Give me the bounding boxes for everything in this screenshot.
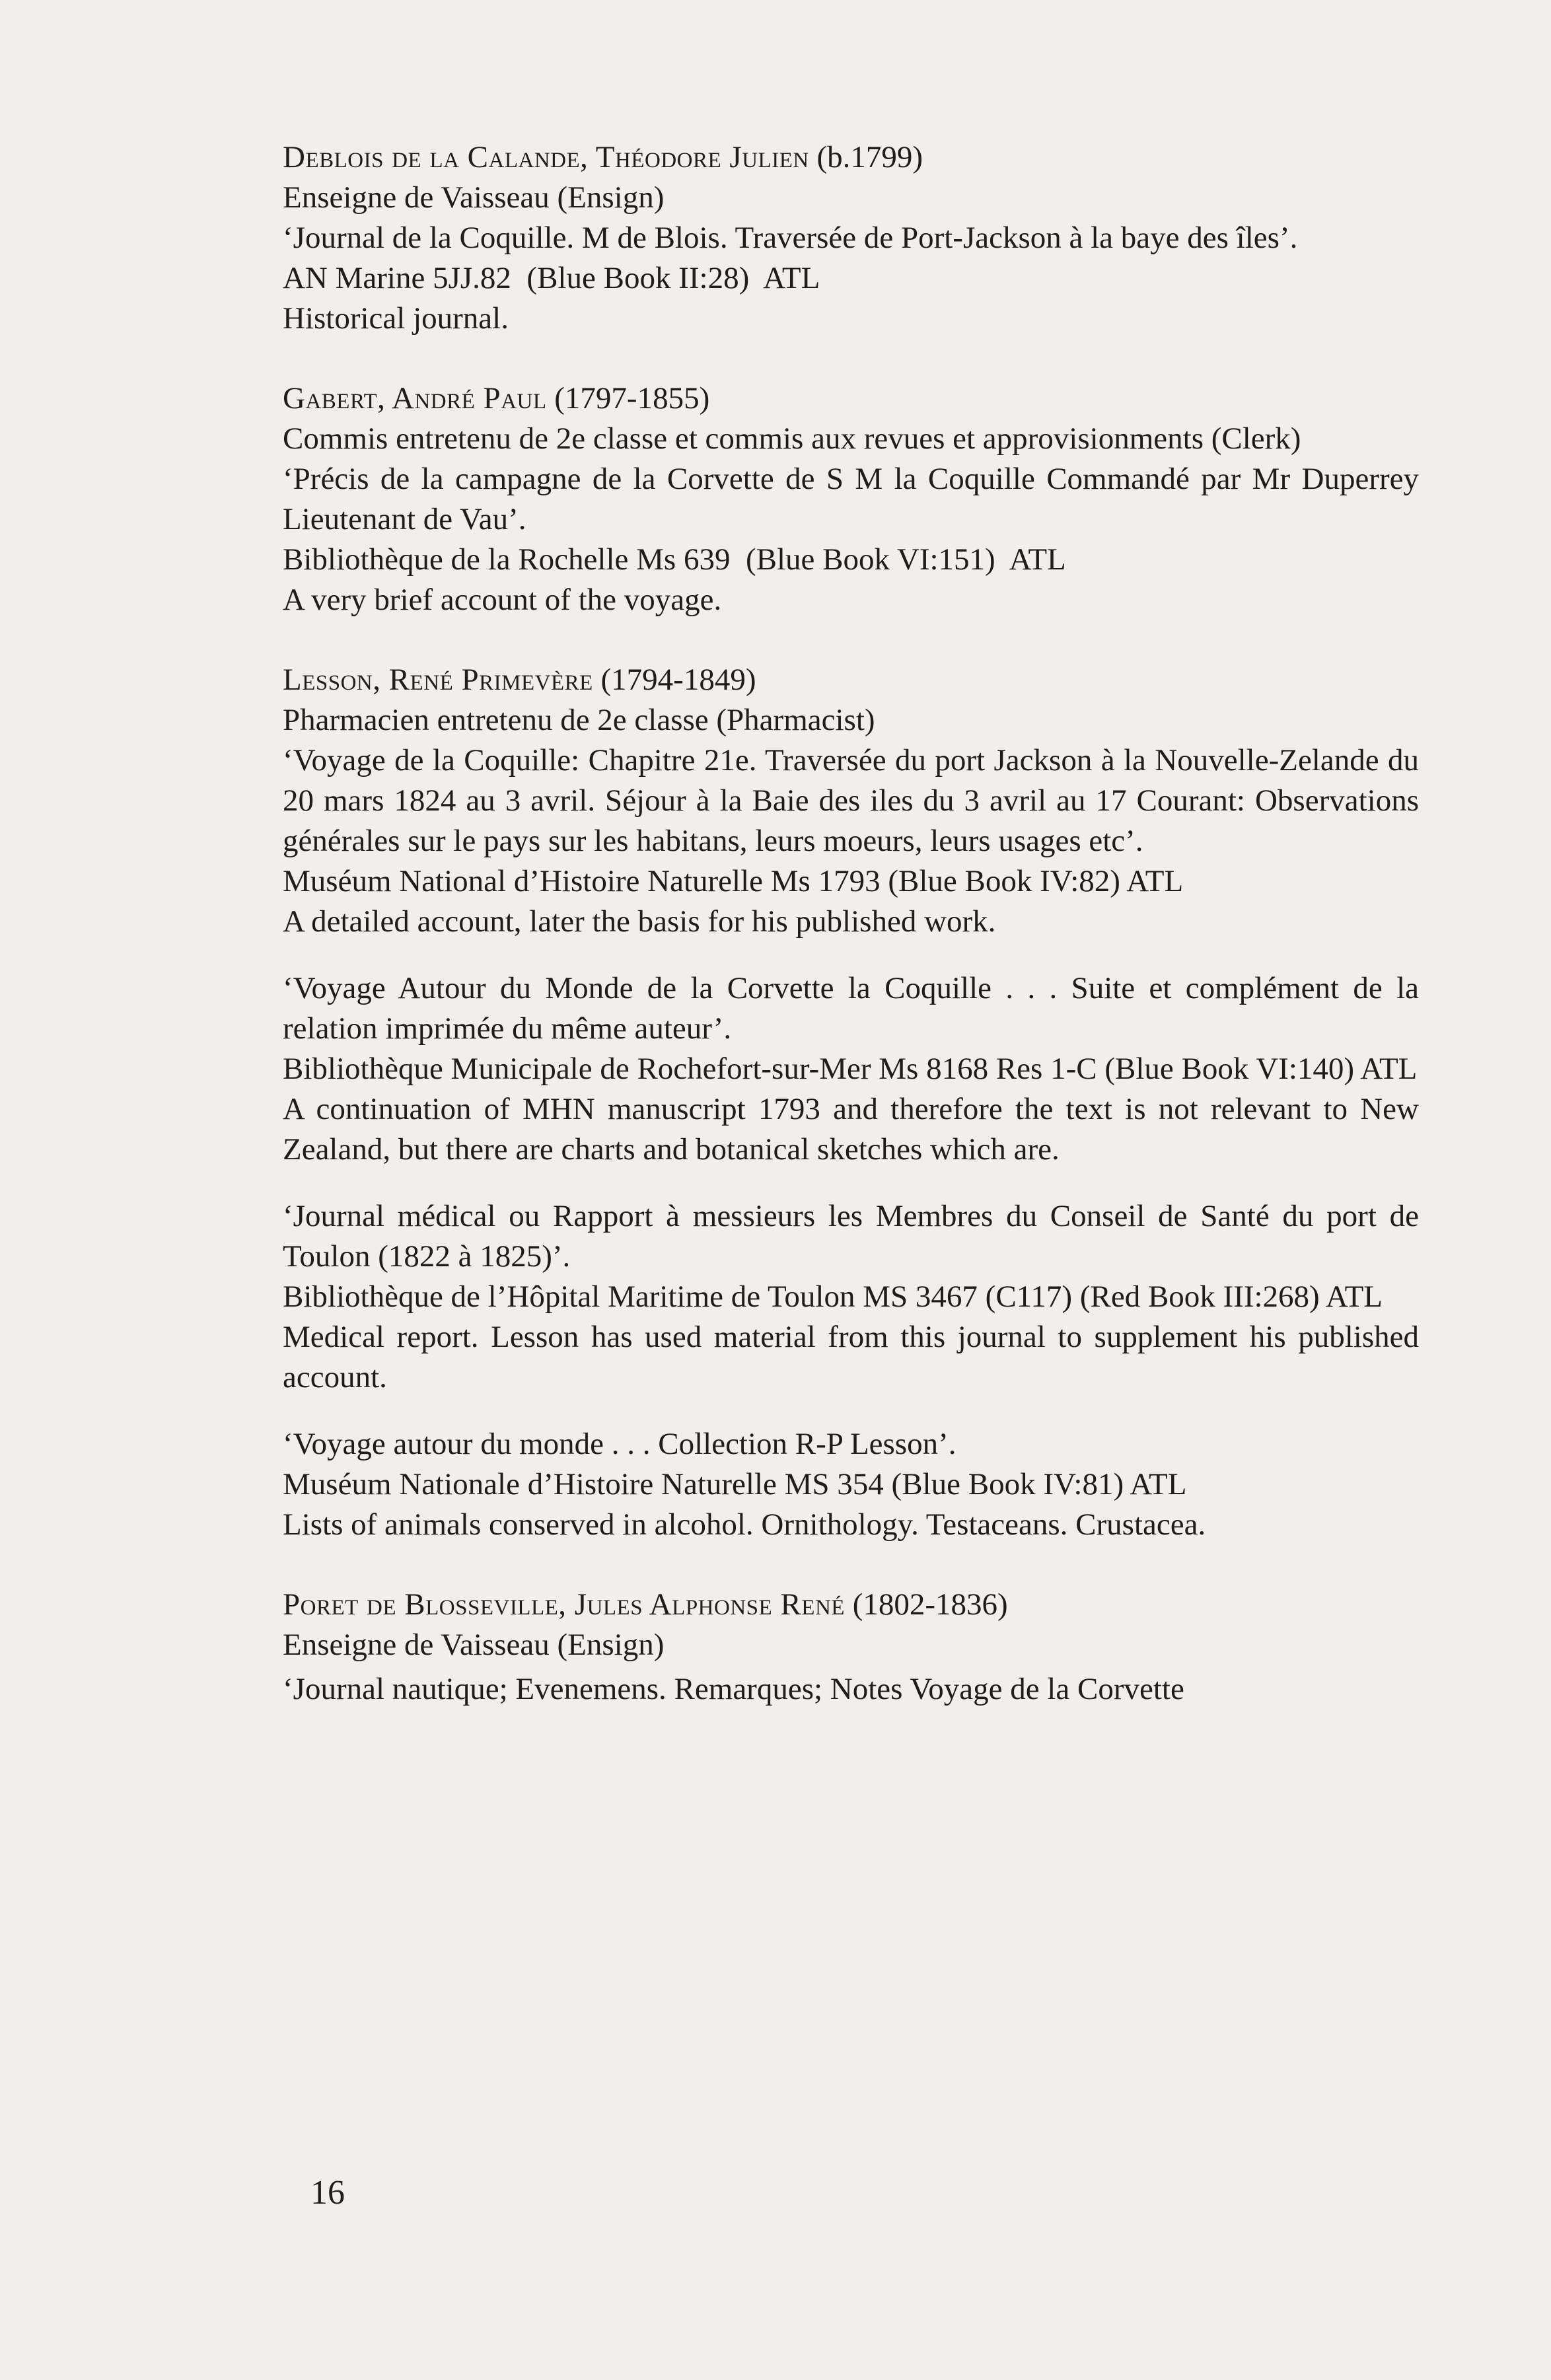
work-note: Lists of animals conserved in alcohol. Ornithology. Testaceans. Crustacea.	[283, 1507, 1206, 1542]
entry-heading	[283, 379, 1419, 419]
person-rank: Enseigne de Vaisseau (Ensign)	[283, 180, 665, 215]
work-note: Medical report. Lesson has used material from this journal to supplement his published account.	[283, 1320, 1419, 1394]
page-number: 16	[310, 2174, 345, 2212]
person-rank: Pharmacien entretenu de 2e classe (Pharmacist)	[283, 703, 875, 737]
work-title: ‘Voyage Autour du Monde de la Corvette la Coquille . . . Suite et complément de la relation imprimée du même auteur’.	[283, 971, 1419, 1046]
work-item	[283, 1424, 1419, 1545]
person-dates: (1794-1849)	[600, 663, 756, 697]
work-item	[283, 968, 1419, 1170]
person-name: Poret de Blosseville, Jules Alphonse René	[283, 1587, 845, 1622]
entry-heading	[283, 137, 1419, 178]
work-item	[283, 1196, 1419, 1398]
work-title: ‘Journal nautique; Evenemens. Remarques; Notes Voyage de la Corvette	[283, 1672, 1184, 1706]
person-name: Gabert, André Paul	[283, 381, 547, 415]
page-body	[283, 137, 1419, 1710]
person-rank: Enseigne de Vaisseau (Ensign)	[283, 1628, 665, 1662]
work-note: Historical journal.	[283, 301, 509, 336]
work-location: Bibliothèque Municipale de Rochefort-sur-Mer Ms 8168 Res 1-C (Blue Book VI:140) ATL	[283, 1052, 1418, 1086]
person-dates: (1802-1836)	[852, 1587, 1008, 1622]
work-location: Bibliothèque de l’Hôpital Maritime de Toulon MS 3467 (C117) (Red Book III:268) ATL	[283, 1280, 1383, 1314]
person-dates: (b.1799)	[816, 140, 923, 174]
work-location: Muséum Nationale d’Histoire Naturelle MS 354 (Blue Book IV:81) ATL	[283, 1467, 1187, 1501]
work-location: Muséum National d’Histoire Naturelle Ms 1793 (Blue Book IV:82) ATL	[283, 864, 1184, 898]
entry-heading	[283, 1585, 1419, 1625]
entry-poret-de-blosseville	[283, 1585, 1419, 1710]
work-title: ‘Journal médical ou Rapport à messieurs les Membres du Conseil de Santé du port de Toulon (1822 à 1825)’.	[283, 1199, 1419, 1274]
entry-heading	[283, 660, 1419, 700]
work-note: A detailed account, later the basis for his published work.	[283, 904, 996, 939]
entry-gabert	[283, 379, 1419, 620]
work-note: A continuation of MHN manuscript 1793 and therefore the text is not relevant to New Zealand, but there are charts and botanical sketches which are.	[283, 1092, 1419, 1167]
work-title: ‘Voyage autour du monde . . . Collection R-P Lesson’.	[283, 1427, 956, 1461]
person-name: Deblois de la Calande, Théodore Julien	[283, 140, 809, 174]
entry-deblois	[283, 137, 1419, 339]
work-title: ‘Voyage de la Coquille: Chapitre 21e. Traversée du port Jackson à la Nouvelle-Zelande du 20 mars 1824 au 3 avril. Séjour à la Baie des iles du 3 avril au 17 Courant: Observations générales sur le pays sur les habitans, leurs moeurs, leurs usages etc’.	[283, 743, 1419, 858]
work-location: Bibliothèque de la Rochelle Ms 639 (Blue Book VI:151) ATL	[283, 542, 1066, 577]
work-title: ‘Journal de la Coquille. M de Blois. Traversée de Port-Jackson à la baye des îles’.	[283, 221, 1298, 255]
work-title: ‘Précis de la campagne de la Corvette de S M la Coquille Commandé par Mr Duperrey Lieutenant de Vau’.	[283, 462, 1419, 536]
person-rank: Commis entretenu de 2e classe et commis aux revues et approvisionments (Clerk)	[283, 421, 1301, 456]
work-location: AN Marine 5JJ.82 (Blue Book II:28) ATL	[283, 261, 820, 295]
person-dates: (1797-1855)	[554, 381, 710, 415]
entry-lesson	[283, 660, 1419, 1545]
person-name: Lesson, René Primevère	[283, 663, 593, 697]
work-item	[283, 740, 1419, 942]
work-note: A very brief account of the voyage.	[283, 583, 722, 617]
